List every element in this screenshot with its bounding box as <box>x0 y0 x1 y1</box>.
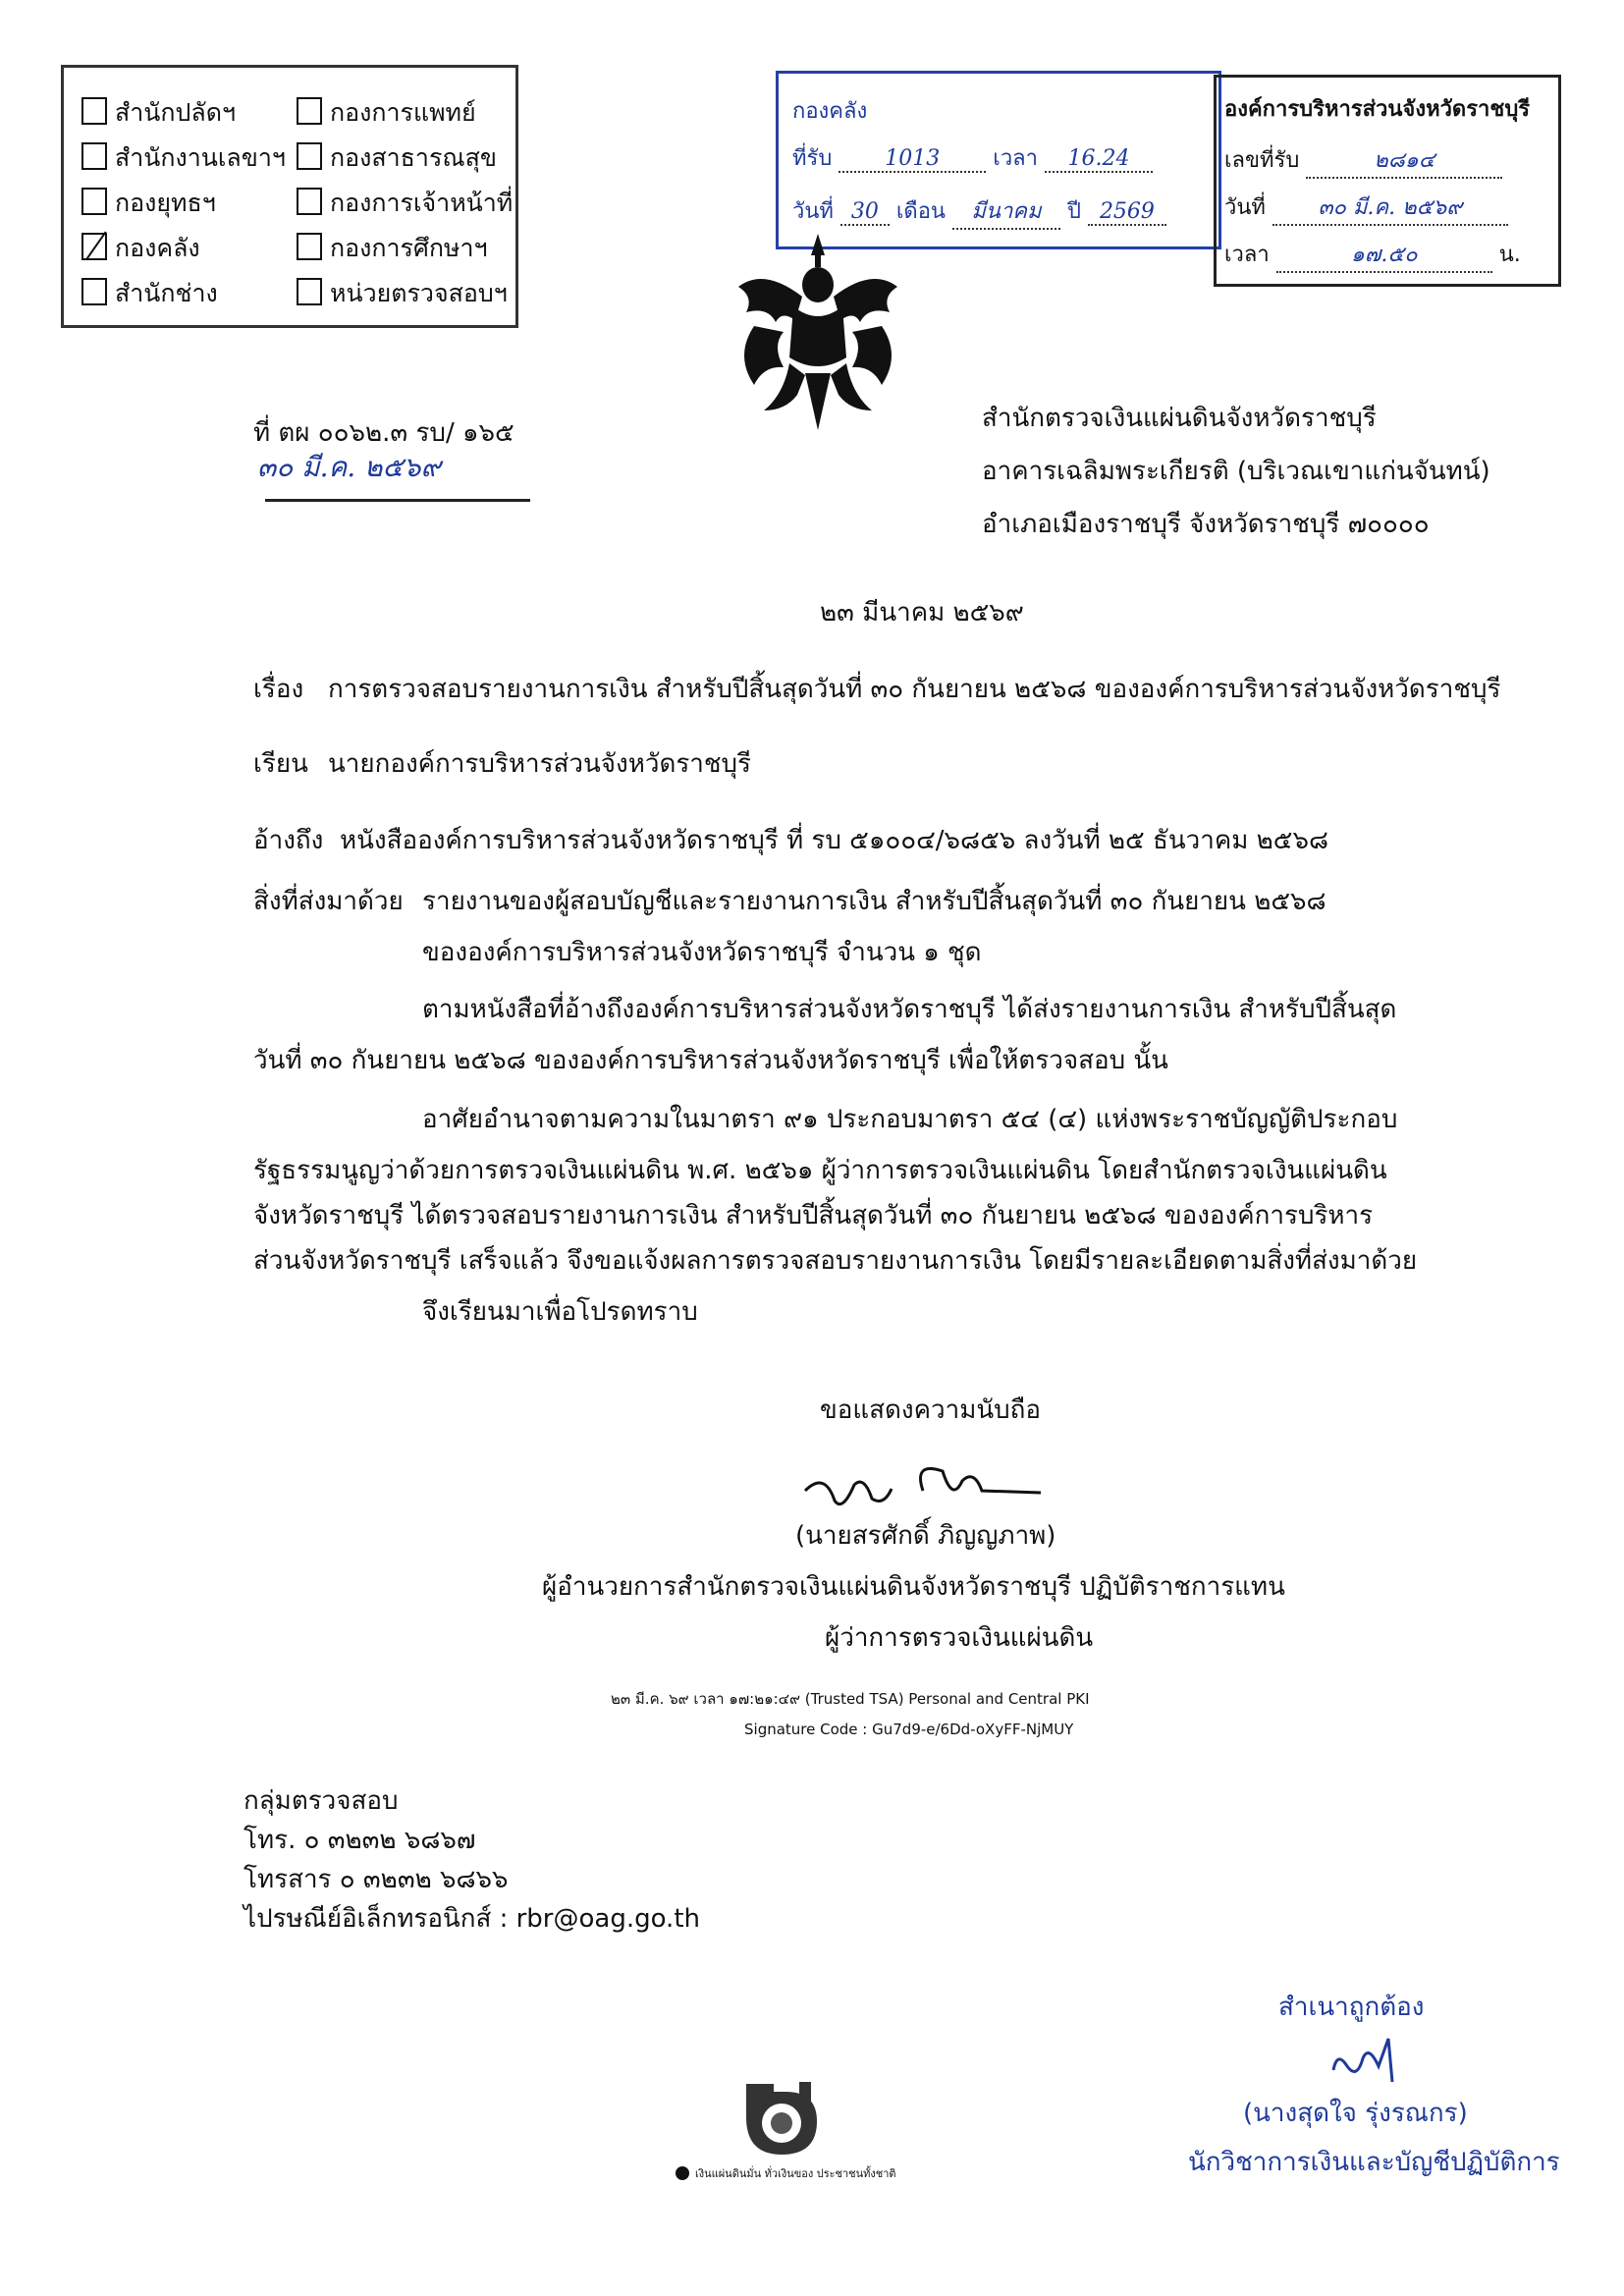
received-number: 1013 <box>839 146 986 173</box>
checkbox[interactable] <box>81 142 107 170</box>
signature-code: Signature Code : Gu7d9-e/6Dd-oXyFF-NjMUY <box>744 1721 1074 1738</box>
certified-copy-heading: สำเนาถูกต้อง <box>1278 1993 1425 2022</box>
digital-timestamp: ๒๓ มี.ค. ๖๙ เวลา ๑๗:๒๑:๔๙ (Trusted TSA) Personal and Central PKI <box>611 1690 1090 1708</box>
routing-item[interactable]: กองการศึกษาฯ <box>297 229 488 268</box>
body-line: ตามหนังสือที่อ้างถึงองค์การบริหารส่วนจังหวัดราชบุรี ได้ส่งรายงานการเงิน สำหรับปีสิ้นสุด <box>422 995 1397 1024</box>
contact-phone: โทร. ๐ ๓๒๓๒ ๖๘๖๗ <box>244 1826 476 1855</box>
body-line: รัฐธรรมนูญว่าด้วยการตรวจเงินแผ่นดิน พ.ศ. ๒๕๖๑ ผู้ว่าการตรวจเงินแผ่นดิน โดยสำนักตรวจเงินแผ่นดิน <box>253 1156 1387 1185</box>
certifier-name: (นางสุดใจ รุ่งรณกร) <box>1243 2099 1468 2128</box>
stamp-title: องค์การบริหารส่วนจังหวัดราชบุรี <box>1224 97 1531 122</box>
contact-fax: โทรสาร ๐ ๓๒๓๒ ๖๘๖๖ <box>244 1865 509 1894</box>
contact-group: กลุ่มตรวจสอบ <box>244 1786 399 1816</box>
pao-received-number: ๒๘๑๔ <box>1306 142 1502 179</box>
stamp-received-row: ที่รับ 1013 เวลา 16.24 <box>792 140 1153 175</box>
certifier-title: นักวิชาการเงินและบัญชีปฏิบัติการ <box>1188 2148 1560 2177</box>
body-line: ส่วนจังหวัดราชบุรี เสร็จแล้ว จึงขอแจ้งผลการตรวจสอบรายงานการเงิน โดยมีรายละเอียดตามสิ่งที่ส่งมาด้วย <box>253 1246 1418 1276</box>
signature-icon <box>795 1451 1051 1520</box>
routing-item[interactable]: สำนักช่าง <box>81 274 218 313</box>
letter-ref-number: ที่ ตผ ๐๐๖๒.๓ รบ/ ๑๖๕ <box>253 418 514 448</box>
letter-date: ๒๓ มีนาคม ๒๕๖๙ <box>820 598 1024 628</box>
routing-item[interactable]: หน่วยตรวจสอบฯ <box>297 274 508 313</box>
signer-name: (นายสรศักดิ์ ภิญญภาพ) <box>795 1521 1056 1551</box>
pao-receive-stamp: องค์การบริหารส่วนจังหวัดราชบุรี เลขที่รับ ๒๘๑๔ วันที่ ๓๐ มี.ค. ๒๕๖๙ เวลา ๑๗.๕๐ น. <box>1214 75 1561 287</box>
routing-item[interactable]: กองการเจ้าหน้าที่ <box>297 184 513 223</box>
checkbox[interactable] <box>297 97 322 125</box>
routing-item[interactable]: สำนักปลัดฯ <box>81 93 236 133</box>
certifier-signature <box>1324 2031 1432 2094</box>
subject-text: การตรวจสอบรายงานการเงิน สำหรับปีสิ้นสุดวันที่ ๓๐ กันยายน ๒๕๖๘ ขององค์การบริหารส่วนจังหวัดราชบุรี <box>328 675 1501 704</box>
routing-item[interactable]: กองคลัง <box>81 229 200 268</box>
to-label: เรียน <box>253 749 308 779</box>
reference-text: หนังสือองค์การบริหารส่วนจังหวัดราชบุรี ที่ รบ ๕๑๐๐๔/๖๘๕๖ ลงวันที่ ๒๕ ธันวาคม ๒๕๖๘ <box>340 826 1329 855</box>
enclosure-line: รายงานของผู้สอบบัญชีและรายงานการเงิน สำหรับปีสิ้นสุดวันที่ ๓๐ กันยายน ๒๕๖๘ <box>422 887 1326 916</box>
checkbox[interactable] <box>81 278 107 305</box>
checkbox[interactable] <box>81 97 107 125</box>
reference-label: อ้างถึง <box>253 826 324 855</box>
routing-item[interactable]: กองสาธารณสุข <box>297 138 497 178</box>
body-line: จังหวัดราชบุรี ได้ตรวจสอบรายงานการเงิน สำหรับปีสิ้นสุดวันที่ ๓๐ กันยายน ๒๕๖๘ ขององค์การบริหาร <box>253 1201 1374 1230</box>
routing-item[interactable]: สำนักงานเลขาฯ <box>81 138 286 178</box>
enclosure-label: สิ่งที่ส่งมาด้วย <box>253 887 404 916</box>
ref-underline <box>265 499 530 502</box>
signer-title: ผู้อำนวยการสำนักตรวจเงินแผ่นดินจังหวัดราชบุรี ปฏิบัติราชการแทน <box>542 1572 1285 1602</box>
oag-logo-icon <box>738 2078 827 2160</box>
footer-logo-text: เงินแผ่นดินมั่น ทั่วเงินของ ประชาชนทั้งชาติ <box>676 2164 896 2182</box>
to-text: นายกองค์การบริหารส่วนจังหวัดราชบุรี <box>328 749 752 779</box>
body-line: อาศัยอำนาจตามความในมาตรา ๙๑ ประกอบมาตรา ๕๔ (๔) แห่งพระราชบัญญัติประกอบ <box>422 1105 1398 1134</box>
sign-off: ขอแสดงความนับถือ <box>820 1395 1041 1425</box>
sender-line: สำนักตรวจเงินแผ่นดินจังหวัดราชบุรี <box>982 404 1377 433</box>
closing-line: จึงเรียนมาเพื่อโปรดทราบ <box>422 1297 698 1327</box>
finance-receive-stamp <box>776 71 1221 249</box>
pao-received-time: ๑๗.๕๐ <box>1276 237 1492 273</box>
checkbox[interactable] <box>297 233 322 260</box>
checkbox[interactable] <box>297 278 322 305</box>
stamp-date-row: วันที่ 30 เดือน มีนาคม ปี 2569 <box>792 193 1166 230</box>
routing-item[interactable]: กองการแพทย์ <box>297 93 476 133</box>
received-time: 16.24 <box>1045 146 1153 173</box>
signer-title: ผู้ว่าการตรวจเงินแผ่นดิน <box>825 1623 1094 1653</box>
director-signature <box>795 1451 1051 1524</box>
enclosure-line: ขององค์การบริหารส่วนจังหวัดราชบุรี จำนวน ๑ ชุด <box>422 938 982 967</box>
checkbox[interactable] <box>81 188 107 215</box>
handwritten-ref-date: ๓๐ มี.ค. ๒๕๖๙ <box>257 451 441 483</box>
checkbox[interactable] <box>297 188 322 215</box>
routing-stamp <box>61 65 518 328</box>
garuda-icon <box>725 228 911 436</box>
sender-line: อาคารเฉลิมพระเกียรติ (บริเวณเขาแก่นจันทน์) <box>982 457 1490 486</box>
footer-dot-icon <box>676 2166 689 2180</box>
sender-line: อำเภอเมืองราชบุรี จังหวัดราชบุรี ๗๐๐๐๐ <box>982 510 1430 539</box>
routing-item[interactable]: กองยุทธฯ <box>81 184 216 223</box>
signature-icon <box>1324 2031 1432 2090</box>
garuda-emblem <box>725 228 911 436</box>
oag-anniversary-logo <box>738 2078 827 2164</box>
pao-received-date: ๓๐ มี.ค. ๒๕๖๙ <box>1272 190 1508 226</box>
stamp-title: กองคลัง <box>792 99 868 124</box>
checkbox-checked[interactable] <box>81 233 107 260</box>
checkbox[interactable] <box>297 142 322 170</box>
subject-label: เรื่อง <box>253 675 304 704</box>
contact-email[interactable]: ไปรษณีย์อิเล็กทรอนิกส์ : rbr@oag.go.th <box>244 1904 700 1934</box>
body-line: วันที่ ๓๐ กันยายน ๒๕๖๘ ขององค์การบริหารส่วนจังหวัดราชบุรี เพื่อให้ตรวจสอบ นั้น <box>253 1046 1168 1075</box>
